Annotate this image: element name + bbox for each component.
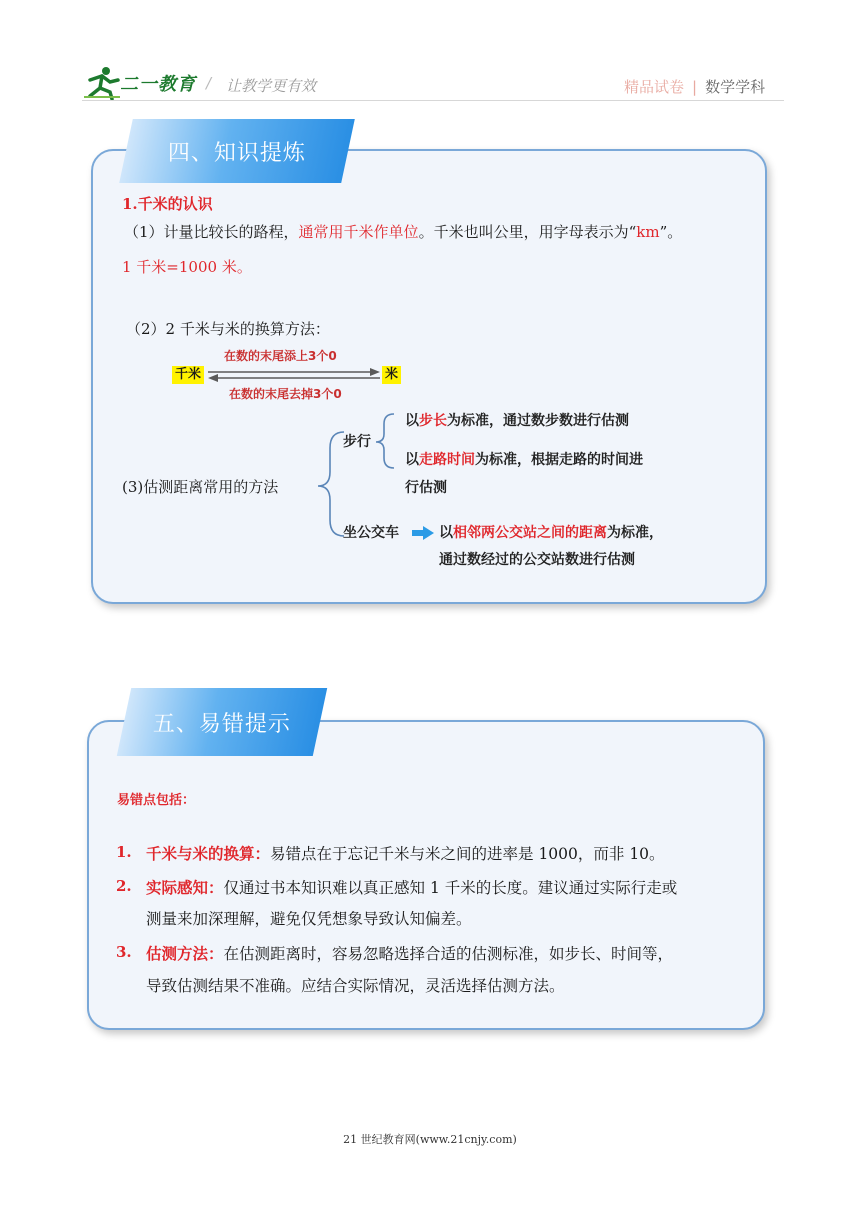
conv-km-box: 千米 bbox=[172, 366, 204, 384]
km-symbol: km bbox=[636, 223, 660, 241]
bus-key: 相邻两公交站之间的距离 bbox=[453, 525, 607, 541]
estimate-methods-root: (3)估测距离常用的方法 bbox=[122, 478, 279, 496]
mistake-2-number: 2. bbox=[116, 877, 132, 895]
header-separator: | bbox=[692, 78, 698, 96]
knowledge-section-tab bbox=[119, 119, 355, 183]
km-def-highlight: 通常用千米作单位 bbox=[298, 223, 419, 241]
logo-slogan: 让教学更有效 bbox=[226, 77, 317, 95]
mistake-2-text: 仅通过书本知识难以真正感知 1 千米的长度。建议通过实际行走或 bbox=[223, 879, 678, 897]
mistake-2 bbox=[146, 877, 677, 899]
bus-pre: 以 bbox=[439, 525, 453, 541]
mistake-3 bbox=[146, 943, 673, 965]
walk-stride-key: 步长 bbox=[419, 413, 447, 429]
km-def-end: ”。 bbox=[659, 223, 683, 241]
mistake-1-key: 千米与米的换算： bbox=[146, 844, 271, 863]
conversion-heading: （2）2 千米与米的换算方法： bbox=[126, 320, 330, 338]
bus-stop-method-cont: 通过数经过的公交站数进行估测 bbox=[439, 552, 635, 568]
mistake-2-key: 实际感知： bbox=[146, 878, 224, 897]
mistakes-section-title: 五、易错提示 bbox=[152, 711, 291, 737]
km-definition bbox=[124, 221, 682, 243]
mistake-3-text: 在估测距离时，容易忽略选择合适的估测标准，如步长、时间等， bbox=[223, 945, 674, 963]
bus-method: 坐公交车 bbox=[343, 525, 399, 541]
km-heading: 1.千米的认识 bbox=[122, 195, 213, 213]
walk-method: 步行 bbox=[343, 434, 371, 450]
conv-multiply-label: 在数的末尾添上3个0 bbox=[224, 349, 337, 363]
km-def-pre: （1）计量比较长的路程， bbox=[124, 223, 299, 241]
header-category: 精品试卷 bbox=[624, 78, 685, 96]
conv-divide-label: 在数的末尾去掉3个0 bbox=[229, 387, 342, 401]
conversion-arrows-icon bbox=[206, 366, 382, 384]
walk-time-method-cont: 行估测 bbox=[405, 480, 447, 496]
logo-text: 二一教育 bbox=[120, 74, 196, 95]
walk-stride-pre: 以 bbox=[405, 413, 419, 429]
header-subject bbox=[624, 76, 765, 97]
mistake-1-number: 1. bbox=[116, 843, 132, 861]
runner-logo-icon bbox=[82, 66, 122, 100]
bus-stop-method bbox=[439, 519, 663, 547]
arrow-right-icon bbox=[412, 526, 434, 540]
mistake-3-cont: 导致估测结果不准确。应结合实际情况，灵活选择估测方法。 bbox=[146, 977, 565, 995]
conv-m-box: 米 bbox=[382, 366, 401, 384]
walk-time-pre: 以 bbox=[405, 452, 419, 468]
km-def-post: 。千米也叫公里，用字母表示为“ bbox=[418, 223, 637, 241]
logo-divider: / bbox=[206, 74, 212, 92]
page-footer: 21 世纪教育网(www.21cnjy.com) bbox=[343, 1133, 517, 1146]
km-equation: 1 千米=1000 米。 bbox=[122, 258, 252, 276]
walk-stride-post: 为标准，通过数步数进行估测 bbox=[447, 413, 629, 429]
mistake-1-text: 易错点在于忘记千米与米之间的进率是 1000，而非 10。 bbox=[270, 845, 665, 863]
mistakes-intro: 易错点包括： bbox=[117, 793, 196, 808]
walk-time-key: 走路时间 bbox=[419, 452, 475, 468]
mistake-2-cont: 测量来加深理解，避免仅凭想象导致认知偏差。 bbox=[146, 910, 472, 928]
knowledge-section-title: 四、知识提炼 bbox=[167, 140, 306, 166]
mistakes-section-tab bbox=[117, 688, 327, 756]
mistake-3-number: 3. bbox=[116, 943, 132, 961]
mistake-3-key: 估测方法： bbox=[146, 944, 224, 963]
bus-post: 为标准， bbox=[607, 525, 663, 541]
header-subject-label: 数学学科 bbox=[705, 78, 766, 96]
walk-time-post: 为标准，根据走路的时间进 bbox=[475, 452, 643, 468]
header-divider-line bbox=[82, 100, 784, 101]
walk-time-method bbox=[405, 446, 643, 474]
mistake-1 bbox=[146, 843, 665, 865]
walk-stride-method bbox=[405, 407, 629, 435]
